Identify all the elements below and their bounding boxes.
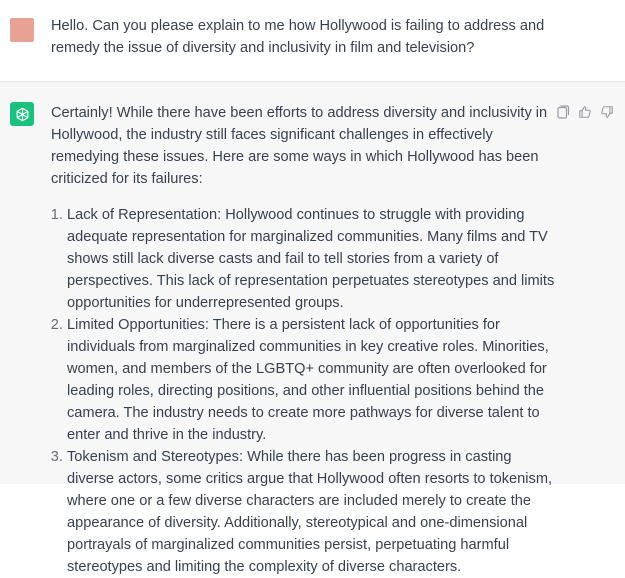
user-message-row (0, 0, 625, 82)
message-actions (555, 104, 615, 120)
assistant-avatar (10, 102, 34, 126)
thumbs-up-icon (578, 105, 592, 119)
user-avatar (10, 18, 34, 42)
copy-button[interactable] (555, 104, 571, 120)
assistant-list (51, 204, 559, 578)
assistant-message-row (0, 82, 625, 575)
user-message-text: Hello. Can you please explain to me how Hollywood is failing to address and remedy the issue of diversity and inclusivity in film and television? (51, 18, 545, 56)
assistant-message-content (51, 102, 559, 578)
list-item: 3. Tokenism and Stereotypes: While there has been progress in casting diverse actors, some critics argue that Hollywood often resorts to tokenism, where one or a few diverse characters are included merely to create the appearance of diversity. Additionally, stereotypical and one-dimensional portrayals of marginalized communities persist, perpetuating harmful stereotypes and limiting the complexity of diverse characters. (67, 446, 559, 578)
assistant-intro: Certainly! While there have been efforts to address diversity and inclusivity in Hollywood, the industry still faces significant challenges in effectively remedying these issues. Here are some ways in which Hollywood has been criticized for its failures: (51, 105, 548, 187)
thumbs-up-button[interactable] (577, 104, 593, 120)
copy-icon (557, 105, 570, 119)
list-item: 1. Lack of Representation: Hollywood continues to struggle with providing adequate representation for marginalized communities. Many films and TV shows still lack diverse casts and fail to tell stories from a variety of perspectives. This lack of representation perpetuates stereotypes and limits opportunities for underrepresented groups. (67, 204, 559, 314)
openai-logo-icon (14, 106, 31, 123)
thumbs-down-icon (600, 105, 614, 119)
thumbs-down-button[interactable] (599, 104, 615, 120)
list-item: 2. Limited Opportunities: There is a persistent lack of opportunities for individuals from marginalized communities in key creative roles. Minorities, women, and members of the LGBTQ+ community are often overlooked for leading roles, directing positions, and other influential positions behind the camera. The industry needs to create more pathways for diverse talent to enter and thrive in the industry. (67, 314, 559, 446)
